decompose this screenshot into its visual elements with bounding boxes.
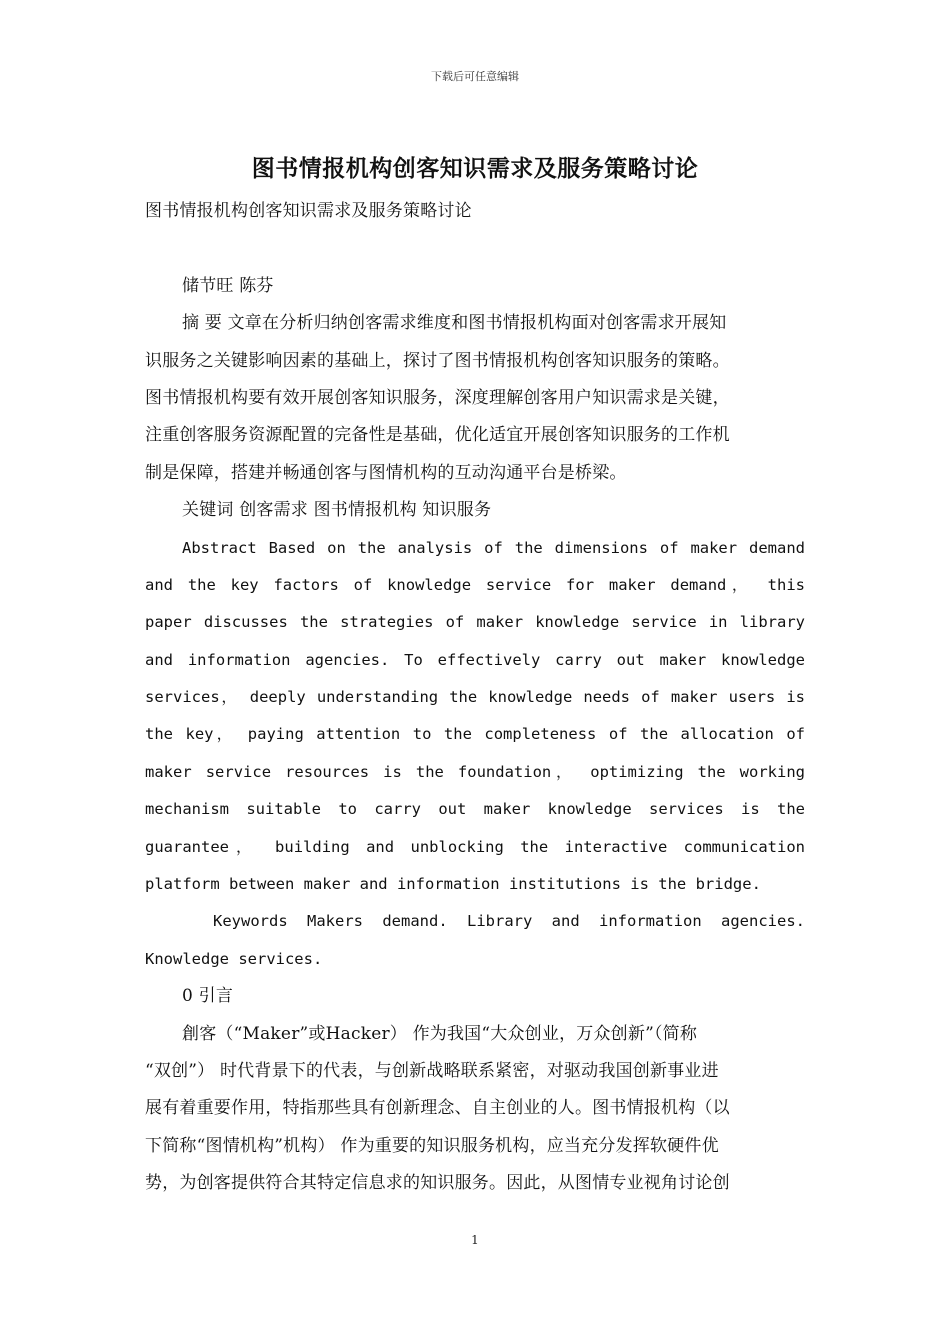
intro-line: “双创”） 时代背景下的代表，与创新战略联系紧密，对驱动我国创新事业进	[145, 1060, 719, 1081]
abstract-en-line: and information agencies. To effectively carry out maker knowledge	[145, 650, 805, 669]
abstract-cn-line: 摘 要 文章在分析归纳创客需求维度和图书情报机构面对创客需求开展知	[182, 313, 727, 334]
abstract-en-line: paper discusses the strategies of maker knowledge service in library	[145, 613, 805, 632]
document-subtitle: 图书情报机构创客知识需求及服务策略讨论	[145, 201, 472, 221]
intro-line: 創客（“Maker”或Hacker） 作为我国“大众创业，万众创新”（简称	[182, 1023, 698, 1044]
keywords-en-line: Knowledge services.	[145, 949, 323, 968]
abstract-cn-line: 识服务之关键影响因素的基础上，探讨了图书情报机构创客知识服务的策略。	[145, 350, 730, 371]
keywords-cn: 关键词 创客需求 图书情报机构 知识服务	[182, 500, 492, 521]
section-heading: 0 引言	[182, 986, 234, 1007]
abstract-cn-line: 图书情报机构要有效开展创客知识服务，深度理解创客用户知识需求是关键，	[145, 387, 730, 408]
intro-line: 势，为创客提供符合其特定信息求的知识服务。因此，从图情专业视角讨论创	[145, 1173, 730, 1194]
abstract-en-line: mechanism suitable to carry out maker knowledge services is the	[145, 800, 805, 819]
abstract-en-line: and the key factors of knowledge service for maker demand， this	[145, 575, 805, 594]
intro-line: 下简称“图情机构”机构） 作为重要的知识服务机构，应当充分发挥软硬件优	[145, 1135, 719, 1156]
keywords-en-line: Keywords Makers demand. Library and information agencies.	[213, 912, 805, 931]
page-header-note: 下载后可任意编辑	[431, 70, 519, 83]
abstract-en-line: platform between maker and information institutions is the bridge.	[145, 875, 761, 894]
abstract-en-line: the key， paying attention to the completeness of the allocation of	[145, 725, 805, 744]
abstract-en-line: Abstract Based on the analysis of the dimensions of maker demand	[182, 538, 805, 557]
author-line: 储节旺 陈芬	[182, 275, 274, 296]
page-number: 1	[471, 1233, 479, 1247]
abstract-cn-line: 注重创客服务资源配置的完备性是基础，优化适宜开展创客知识服务的工作机	[145, 425, 730, 446]
document-body	[145, 193, 805, 1203]
abstract-en-line: maker service resources is the foundation， optimizing the working	[145, 762, 805, 781]
abstract-cn-line: 制是保障，搭建并畅通创客与图情机构的互动沟通平台是桥梁。	[145, 462, 627, 483]
intro-line: 展有着重要作用，特指那些具有创新理念、自主创业的人。图书情报机构（以	[145, 1098, 730, 1119]
abstract-en-line: services， deeply understanding the knowledge needs of maker users is	[145, 688, 805, 707]
document-title: 图书情报机构创客知识需求及服务策略讨论	[251, 155, 699, 182]
abstract-en-line: guarantee， building and unblocking the interactive communication	[145, 837, 805, 856]
spacer	[145, 230, 805, 267]
